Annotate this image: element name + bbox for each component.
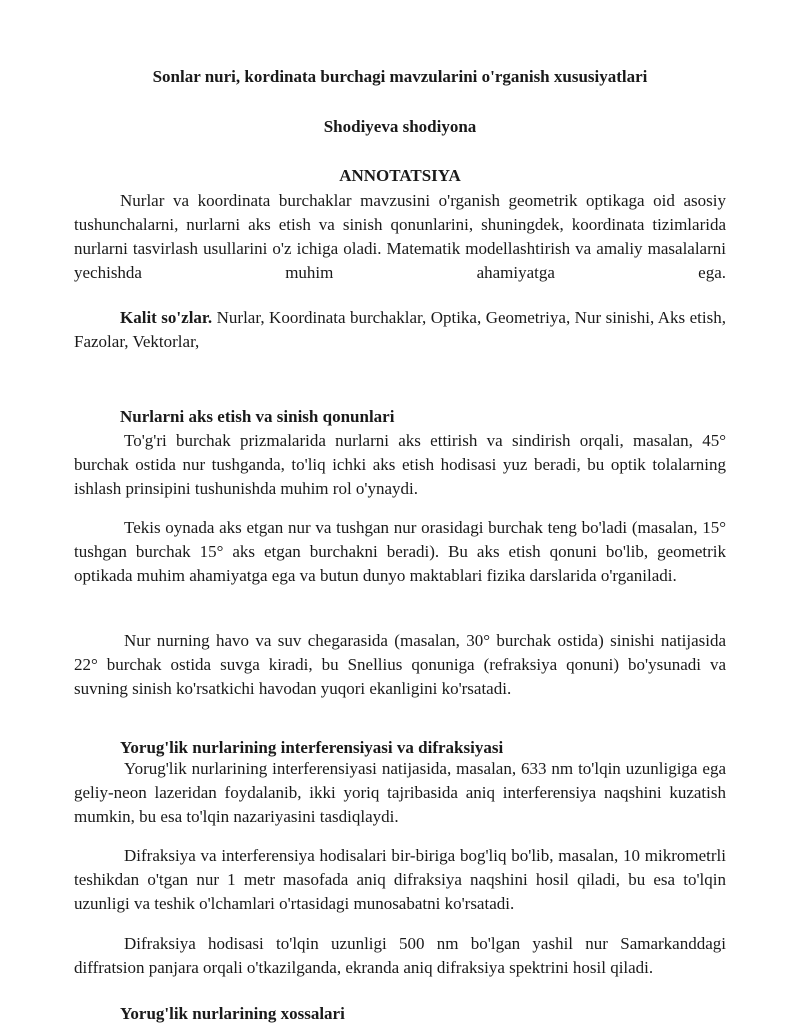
keywords-label: Kalit so'zlar.	[120, 308, 213, 327]
document-title: Sonlar nuri, kordinata burchagi mavzularini o'rganish xususiyatlari	[152, 67, 648, 86]
keywords-text: Nurlar, Koordinata burchaklar, Optika, Geometriya, Nur sinishi, Aks etish, Fazolar, Vektorlar,	[74, 308, 726, 351]
section-2-paragraph-2	[74, 844, 726, 916]
section-2-paragraph-3	[74, 932, 726, 980]
section-1-paragraph-3	[74, 629, 726, 701]
section-1-paragraph-2	[74, 516, 726, 588]
section-heading-properties: Yorug'lik nurlarining xossalari	[120, 1004, 345, 1023]
paragraph-text: Difraksiya va interferensiya hodisalari bir-biriga bog'liq bo'lib, masalan, 10 mikrometrli teshikdan o'tgan nur 1 metr masofada aniq difraksiya naqshini hosil qiladi, bu esa to'lqin uzunligi va teshik o'lchamlari o'rtasidagi munosabatni ko'rsatadi.	[74, 846, 726, 913]
author-name: Shodiyeva shodiyona	[323, 117, 477, 136]
paragraph-text: Yorug'lik nurlarining interferensiyasi natijasida, masalan, 633 nm to'lqin uzunligiga ega geliy-neon lazeridan foydalanib, ikki yoriq tajribasida aniq interferensiya naqshini kuzatish mumkin, bu esa to'lqin nazariyasini tasdiqlaydi.	[74, 759, 726, 826]
annotation-paragraph	[74, 189, 726, 285]
section-heading-reflection: Nurlarni aks etish va sinish qonunlari	[120, 407, 395, 426]
keywords-paragraph	[74, 306, 726, 354]
section-2-paragraph-1	[74, 757, 726, 829]
annotation-heading: ANNOTATSIYA	[339, 166, 461, 185]
paragraph-text: Difraksiya hodisasi to'lqin uzunligi 500 nm bo'lgan yashil nur Samarkanddagi diffratsion panjara orqali o'tkazilganda, ekranda aniq difraksiya spektrini hosil qiladi.	[74, 934, 726, 977]
paragraph-text: To'g'ri burchak prizmalarida nurlarni aks ettirish va sindirish orqali, masalan, 45° burchak ostida nur tushganda, to'liq ichki aks etish hodisasi yuz beradi, bu optik tolalarning ishlash prinsipini tushunishda muhim rol o'ynaydi.	[74, 431, 726, 498]
annotation-text: Nurlar va koordinata burchaklar mavzusini o'rganish geometrik optikaga oid asosiy tushunchalarni, nurlarni aks etish va sinish qonunlarini, shuningdek, koordinata tizimlarida nurlarni tasvirlash usullarini o'z ichiga oladi. Matematik modellashtirish va amaliy masalalarni yechishda muhim ahamiyatga ega.	[74, 191, 726, 282]
paragraph-text: Tekis oynada aks etgan nur va tushgan nur orasidagi burchak teng bo'ladi (masalan, 15° tushgan burchak 15° aks etgan burchakni beradi). Bu aks etish qonuni bo'lib, geometrik optikada muhim ahamiyatga ega va butun dunyo maktablari fizika darslarida o'rganiladi.	[74, 518, 726, 585]
section-1-paragraph-1	[74, 429, 726, 501]
section-heading-interference: Yorug'lik nurlarining interferensiyasi va difraksiyasi	[120, 738, 504, 757]
paragraph-text: Nur nurning havo va suv chegarasida (masalan, 30° burchak ostida) sinishi natijasida 22° burchak ostida suvga kiradi, bu Snellius qonuniga (refraksiya qonuni) bo'ysunadi va suvning sinish ko'rsatkichi havodan yuqori ekanligini ko'rsatadi.	[74, 631, 726, 698]
